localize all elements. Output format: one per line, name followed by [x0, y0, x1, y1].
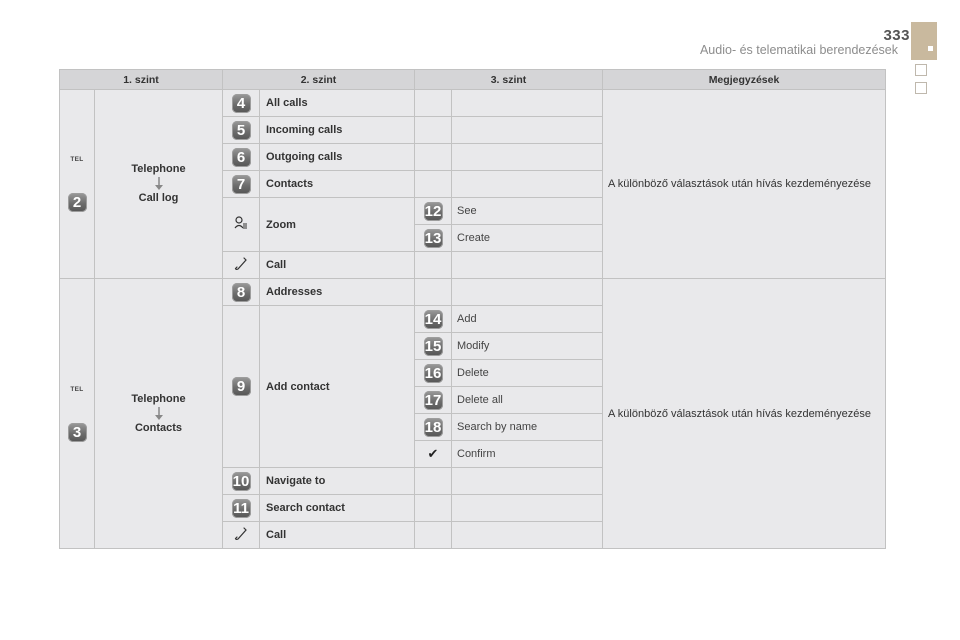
- tel-icon: TEL: [70, 385, 84, 393]
- menu-item-label: Search contact: [260, 495, 415, 522]
- path-bottom: Call log: [138, 192, 179, 204]
- menu-item-label: Navigate to: [260, 468, 415, 495]
- col-header-level3: 3. szint: [415, 70, 603, 90]
- arrow-down-icon: [154, 407, 164, 421]
- menu-item-label: Zoom: [260, 198, 415, 252]
- menu-item-label: Incoming calls: [260, 117, 415, 144]
- badge-18: 18: [424, 418, 442, 436]
- table-row: [60, 90, 886, 117]
- level1-cell: [60, 90, 95, 279]
- zoom-cell: [223, 198, 260, 252]
- badge-2: 2: [68, 193, 87, 212]
- badge-14: 14: [424, 310, 442, 328]
- badge-4: 4: [232, 94, 251, 113]
- menu-item-label: Call: [260, 252, 415, 279]
- table-row: [60, 279, 886, 306]
- note-cell: A különböző választások után hívás kezdeményezése: [603, 279, 886, 549]
- badge-8: 8: [232, 283, 251, 302]
- chapter-tab-empty: [915, 82, 927, 94]
- menu-path: [95, 279, 223, 549]
- submenu-label: Search by name: [452, 414, 603, 441]
- table-header-row: [60, 70, 886, 90]
- badge-10: 10: [232, 472, 250, 490]
- menu-item-label: Addresses: [260, 279, 415, 306]
- badge-11: 11: [233, 499, 249, 517]
- badge-16: 16: [424, 364, 442, 382]
- badge-7: 7: [232, 175, 251, 194]
- chapter-tab-marker: [928, 46, 933, 51]
- path-bottom: Contacts: [134, 421, 183, 434]
- col-header-level2: 2. szint: [223, 70, 415, 90]
- tel-icon: TEL: [70, 156, 84, 163]
- menu-item-label: Contacts: [260, 171, 415, 198]
- chapter-tab-empty: [915, 64, 927, 76]
- menu-item-label: All calls: [260, 90, 415, 117]
- badge-6: 6: [232, 148, 251, 167]
- badge-17: 17: [424, 391, 442, 409]
- badge-5: 5: [232, 121, 251, 140]
- page-number: 333: [883, 27, 910, 44]
- call-handset-icon: [234, 527, 248, 541]
- submenu-label: Modify: [452, 333, 603, 360]
- menu-path: [95, 90, 223, 279]
- submenu-label: Delete: [452, 360, 603, 387]
- menu-item-label: Call: [260, 522, 415, 549]
- path-top: Telephone: [131, 163, 186, 175]
- submenu-label: Create: [452, 225, 603, 252]
- badge-13: 13: [424, 229, 442, 247]
- badge-12: 12: [424, 202, 442, 220]
- col-header-level1: 1. szint: [60, 70, 223, 90]
- note-cell: A különböző választások után hívás kezdeményezése: [603, 90, 886, 279]
- zoom-icon: [234, 216, 248, 230]
- level1-cell: [60, 279, 95, 549]
- arrow-down-icon: [154, 177, 164, 191]
- badge-15: 15: [424, 337, 442, 355]
- submenu-label: Confirm: [452, 441, 603, 468]
- path-top: Telephone: [131, 392, 186, 405]
- chapter-tab: [911, 22, 937, 60]
- call-handset-icon: [234, 257, 248, 271]
- badge-3: 3: [68, 423, 87, 442]
- badge-9: 9: [232, 377, 251, 396]
- section-title: Audio- és telematikai berendezések: [699, 43, 898, 57]
- col-header-notes: Megjegyzések: [603, 70, 886, 90]
- submenu-label: Delete all: [452, 387, 603, 414]
- menu-item-label: Add contact: [260, 306, 415, 468]
- menu-item-label: Outgoing calls: [260, 144, 415, 171]
- submenu-label: See: [452, 198, 603, 225]
- submenu-label: Add: [452, 306, 603, 333]
- checkmark-icon: ✔: [427, 446, 439, 461]
- menu-structure-table: [59, 69, 886, 549]
